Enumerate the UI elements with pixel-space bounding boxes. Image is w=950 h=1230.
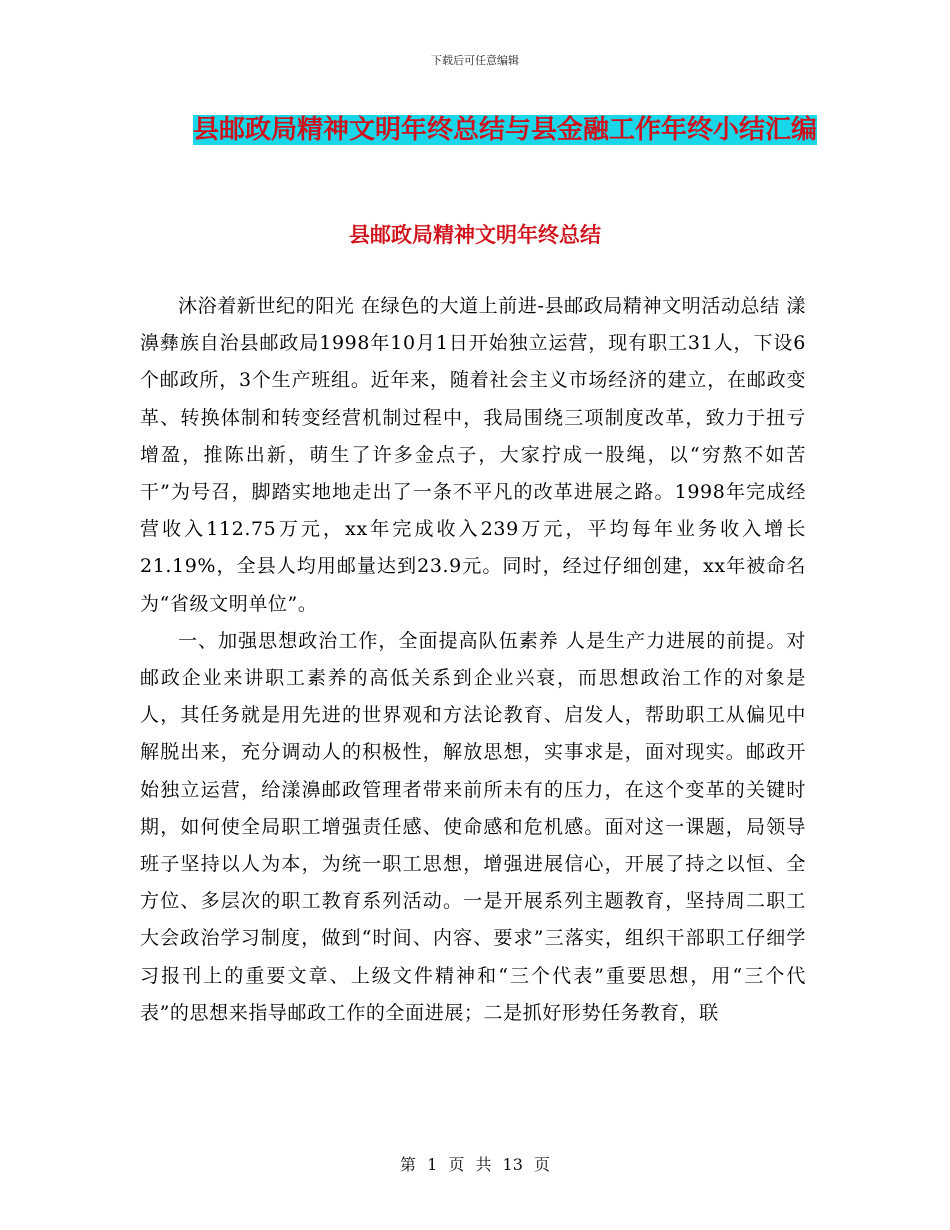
body-paragraph: 沐浴着新世纪的阳光 在绿色的大道上前进-县邮政局精神文明活动总结 漾濞彝族自治县邮政局1998年10月1日开始独立运营，现有职工31人，下设6个邮政所，3个生产班组。近年来，随着社会主义市场经济的建立，在邮政变革、转换体制和转变经营机制过程中，我局围绕三项制度改革，致力于扭亏增盈，推陈出新，萌生了许多金点子，大家拧成一股绳，以“穷熬不如苦干”为号召，脚踏实地地走出了一条不平凡的改革进展之路。1998年完成经营收入112.75万元，xx年完成收入239万元，平均每年业务收入增长21.19%，全县人均用邮量达到23.9元。同时，经过仔细创建，xx年被命名为“省级文明单位”。: [140, 295, 806, 615]
document-body: [140, 288, 806, 1032]
page-header-note: 下载后可任意编辑: [431, 54, 519, 67]
document-title: [190, 108, 820, 152]
body-paragraph: 一、加强思想政治工作，全面提高队伍素养 人是生产力进展的前提。对邮政企业来讲职工素养的高低关系到企业兴衰，而思想政治工作的对象是人，其任务就是用先进的世界观和方法论教育、启发人，帮助职工从偏见中解脱出来，充分调动人的积极性，解放思想，实事求是，面对现实。邮政开始独立运营，给漾濞邮政管理者带来前所未有的压力，在这个变革的关键时期，如何使全局职工增强责任感、使命感和危机感。面对这一课题，局领导班子坚持以人为本，为统一职工思想，增强进展信心，开展了持之以恒、全方位、多层次的职工教育系列活动。一是开展系列主题教育，坚持周二职工大会政治学习制度，做到“时间、内容、要求”三落实，组织干部职工仔细学习报刊上的重要文章、上级文件精神和“三个代表”重要思想，用“三个代表”的思想来指导邮政工作的全面进展；二是抓好形势任务教育，联: [140, 629, 806, 1024]
page-footer-number: 第 1 页 共 13 页: [400, 1155, 550, 1174]
document-title-text: 县邮政局精神文明年终总结与县金融工作年终小结汇编: [192, 115, 817, 145]
section-title: 县邮政局精神文明年终总结: [349, 222, 601, 247]
